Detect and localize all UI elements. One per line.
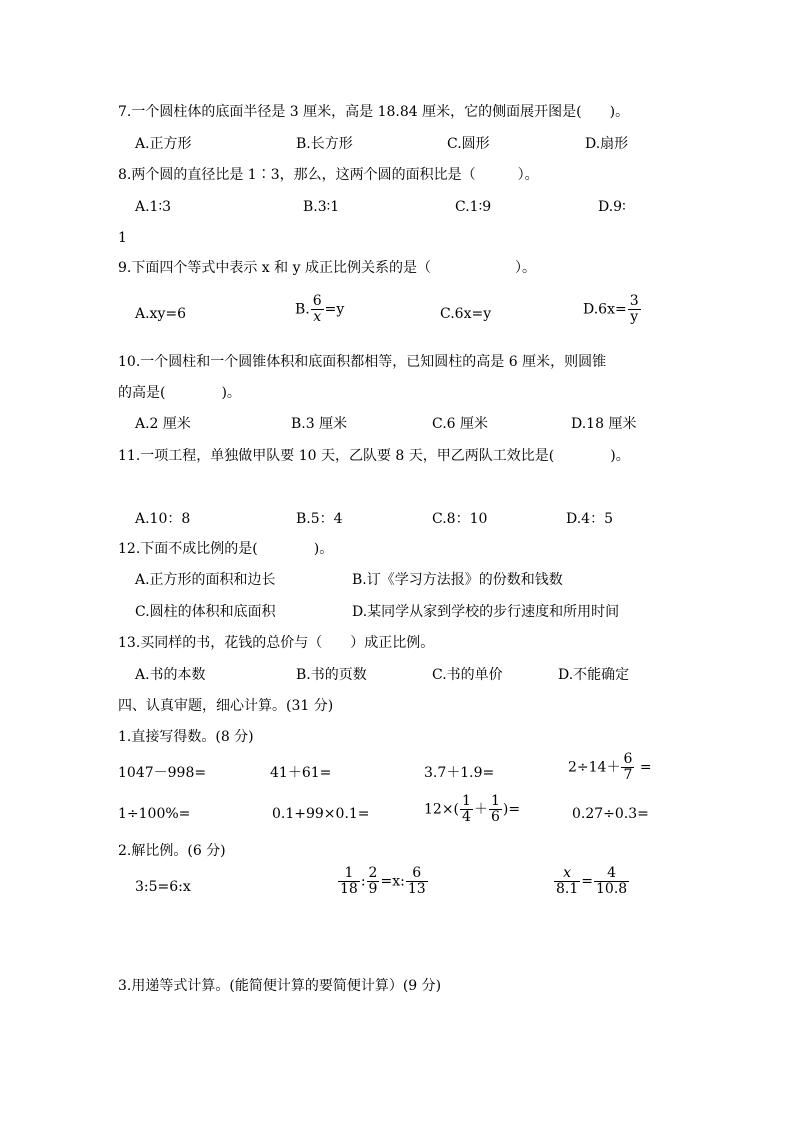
- q12-option-c: C.圆柱的体积和底面积: [135, 604, 276, 620]
- calc-r2-3-plus: ＋: [473, 801, 488, 818]
- q9-option-b: [295, 294, 344, 325]
- q13-option-b: B.书的页数: [296, 667, 367, 683]
- q8-option-d-wrap: 1: [118, 230, 127, 246]
- prop2-num1: 1: [338, 866, 360, 882]
- q9-stem: 9.下面四个等式中表示 x 和 y 成正比例关系的是（ ）。: [118, 260, 536, 276]
- calc-r2-3-den2: 6: [490, 809, 500, 825]
- q8-option-c: C.1∶9: [455, 199, 492, 215]
- calc-1047-998: 1047－998=: [118, 765, 207, 781]
- calc-r2-3-prefix: 12×(: [424, 801, 460, 818]
- q12-option-a: A.正方形的面积和边长: [135, 572, 276, 588]
- calc-r1-4-denominator: 7: [623, 767, 633, 783]
- calc-12x-fractions: [424, 794, 520, 825]
- calc-1div100pct: 1÷100%=: [118, 806, 191, 822]
- q9-d-fraction: [628, 294, 641, 325]
- q11-option-c: C.8：10: [432, 511, 488, 527]
- proportion-2: [337, 866, 429, 897]
- prop2-fraction3: [406, 866, 428, 897]
- prop3-den1: 8.1: [556, 881, 579, 897]
- prop3-fraction1: [554, 866, 580, 897]
- prop2-den2: 9: [368, 881, 378, 897]
- proportion-1: 3:5=6:x: [135, 879, 191, 895]
- calc-r2-3-fraction2: [489, 794, 502, 825]
- q10-option-c: C.6 厘米: [432, 416, 489, 432]
- prop2-fraction1: [338, 866, 360, 897]
- prop3-num1: x: [554, 866, 580, 882]
- calc-r2-3-fraction1: [460, 794, 473, 825]
- prop2-fraction2: [367, 866, 380, 897]
- prop2-mid: =x:: [380, 873, 405, 890]
- prop3-fraction2: [594, 866, 629, 897]
- q10-option-a: A.2 厘米: [135, 416, 191, 432]
- q9-d-prefix: D.6x=: [583, 301, 627, 318]
- calc-r1-4-suffix: =: [639, 759, 652, 776]
- q10-stem-line2: 的高是( )。: [118, 385, 241, 401]
- prop2-den1: 18: [340, 881, 358, 897]
- q9-b-fraction: [311, 294, 324, 325]
- q13-option-a: A.书的本数: [135, 667, 206, 683]
- q7-stem: 7.一个圆柱体的底面半径是 3 厘米，高是 18.84 厘米，它的侧面展开图是( )。: [118, 104, 630, 120]
- prop2-sep: :: [360, 873, 366, 890]
- q9-option-c: C.6x=y: [440, 306, 492, 322]
- q13-stem: 13.买同样的书，花钱的总价与（ ）成正比例。: [118, 635, 435, 651]
- prop2-num3: 6: [406, 866, 428, 882]
- part2-title: 2.解比例。(6 分): [118, 843, 226, 859]
- q9-d-denominator: y: [630, 309, 639, 325]
- q10-option-d: D.18 厘米: [571, 416, 637, 432]
- section4-title: 四、认真审题，细心计算。(31 分): [118, 698, 334, 714]
- calc-r1-4-prefix: 2÷14＋: [568, 759, 621, 776]
- q8-option-b: B.3∶1: [303, 199, 340, 215]
- q12-option-b: B.订《学习方法报》的份数和钱数: [352, 572, 563, 588]
- q10-stem-line1: 10.一个圆柱和一个圆锥体积和底面积都相等，已知圆柱的高是 6 厘米，则圆锥: [118, 354, 607, 370]
- prop3-num2: 4: [594, 866, 629, 882]
- q10-option-b: B.3 厘米: [291, 416, 348, 432]
- calc-r2-3-den1: 4: [462, 809, 471, 825]
- calc-r2-3-num2: 1: [490, 793, 500, 809]
- q8-option-d: D.9∶: [598, 199, 626, 215]
- q13-option-c: C.书的单价: [432, 667, 503, 683]
- q9-b-suffix: =y: [324, 301, 345, 318]
- proportion-3: [553, 866, 630, 897]
- q9-b-numerator: 6: [312, 293, 322, 309]
- calc-2div14-plus-6-7: [568, 752, 652, 783]
- q7-option-b: B.长方形: [296, 136, 353, 152]
- q9-b-prefix: B.: [295, 301, 310, 318]
- q9-option-d: [583, 294, 642, 325]
- calc-r2-3-suffix: )=: [502, 801, 521, 818]
- part1-title: 1.直接写得数。(8 分): [118, 729, 254, 745]
- q7-option-a: A.正方形: [135, 136, 192, 152]
- q8-option-a: A.1∶3: [135, 199, 172, 215]
- calc-41-61: 41＋61=: [270, 765, 332, 781]
- calc-0.27div0.3: 0.27÷0.3=: [572, 806, 649, 822]
- q12-stem: 12.下面不成比例的是( )。: [118, 541, 334, 557]
- q12-option-d: D.某同学从家到学校的步行速度和所用时间: [352, 604, 620, 620]
- q9-option-a: A.xy=6: [135, 306, 187, 322]
- q11-option-d: D.4：5: [566, 511, 613, 527]
- q11-option-a: A.10：8: [135, 511, 191, 527]
- q9-b-denominator: x: [313, 309, 322, 325]
- q9-d-numerator: 3: [629, 293, 639, 309]
- calc-r1-4-numerator: 6: [623, 751, 633, 767]
- calc-r2-3-num1: 1: [462, 793, 471, 809]
- prop2-num2: 2: [368, 865, 378, 881]
- q11-option-b: B.5：4: [296, 511, 343, 527]
- prop3-eq: =: [581, 873, 593, 890]
- q7-option-d: D.扇形: [585, 136, 629, 152]
- q8-stem: 8.两个圆的直径比是 1∶3，那么，这两个圆的面积比是（ ）。: [118, 167, 539, 183]
- part3-title: 3.用递等式计算。(能简便计算的要简便计算）(9 分): [118, 978, 442, 994]
- prop3-den2: 10.8: [596, 881, 628, 897]
- calc-0.1-99x0.1: 0.1+99×0.1=: [272, 806, 370, 822]
- calc-r1-4-fraction: [621, 752, 634, 783]
- calc-3.7-1.9: 3.7＋1.9=: [424, 765, 495, 781]
- q13-option-d: D.不能确定: [558, 667, 630, 683]
- prop2-den3: 13: [407, 881, 426, 897]
- q11-stem: 11.一项工程，单独做甲队要 10 天，乙队要 8 天，甲乙两队工效比是( )。: [118, 448, 630, 464]
- q7-option-c: C.圆形: [447, 136, 490, 152]
